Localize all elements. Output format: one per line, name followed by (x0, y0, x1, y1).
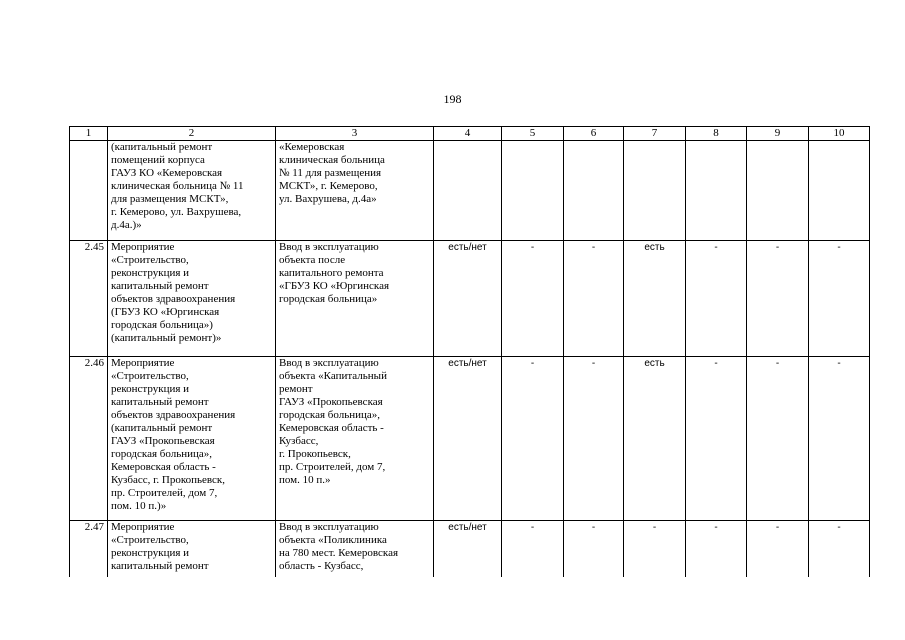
value-cell: - (564, 241, 624, 357)
indicator-cell: Ввод в эксплуатацию объекта после капитального ремонта «ГБУЗ КО «Юргинская городская больница» (276, 241, 434, 357)
indicator-cell: «Кемеровская клиническая больница № 11 для размещения МСКТ», г. Кемерово, ул. Вахрушева, д.4а» (276, 141, 434, 241)
value-cell: - (564, 357, 624, 521)
table-row (70, 521, 870, 577)
row-number: 2.47 (70, 521, 108, 577)
event-cell: Мероприятие «Строительство, реконструкция и капитальный ремонт (108, 521, 276, 577)
unit-cell: есть/нет (434, 241, 502, 357)
value-cell (686, 141, 747, 241)
value-cell (624, 141, 686, 241)
page-number: 198 (443, 92, 462, 106)
value-cell: - (564, 521, 624, 577)
row-number: 2.46 (70, 357, 108, 521)
column-header: 8 (686, 127, 747, 141)
value-cell: - (502, 521, 564, 577)
column-header: 3 (276, 127, 434, 141)
column-header: 5 (502, 127, 564, 141)
value-cell: - (747, 241, 809, 357)
value-cell: есть (624, 357, 686, 521)
value-cell: есть (624, 241, 686, 357)
value-cell: - (502, 357, 564, 521)
indicator-cell: Ввод в эксплуатацию объекта «Поликлиника на 780 мест. Кемеровская область - Кузбасс, (276, 521, 434, 577)
column-header: 2 (108, 127, 276, 141)
column-header: 6 (564, 127, 624, 141)
value-cell: - (747, 521, 809, 577)
value-cell: - (502, 241, 564, 357)
header-row (70, 127, 870, 141)
row-number: 2.45 (70, 241, 108, 357)
program-table (69, 126, 870, 577)
value-cell: - (686, 521, 747, 577)
table-row (70, 241, 870, 357)
value-cell: - (624, 521, 686, 577)
table-row (70, 357, 870, 521)
unit-cell: есть/нет (434, 357, 502, 521)
unit-cell: есть/нет (434, 521, 502, 577)
unit-cell (434, 141, 502, 241)
value-cell: - (747, 357, 809, 521)
value-cell: - (809, 241, 870, 357)
column-header: 9 (747, 127, 809, 141)
column-header: 4 (434, 127, 502, 141)
event-cell: (капитальный ремонт помещений корпуса ГАУЗ КО «Кемеровская клиническая больница № 11 для размещения МСКТ», г. Кемерово, ул. Вахрушева, д.4а.)» (108, 141, 276, 241)
column-header: 7 (624, 127, 686, 141)
value-cell (747, 141, 809, 241)
value-cell: - (686, 357, 747, 521)
indicator-cell: Ввод в эксплуатацию объекта «Капитальный ремонт ГАУЗ «Прокопьевская городская больница», Кемеровская область - Кузбасс, г. Прокопьевск, пр. Строителей, дом 7, пом. 10 п.» (276, 357, 434, 521)
value-cell: - (809, 357, 870, 521)
value-cell: - (809, 521, 870, 577)
value-cell (809, 141, 870, 241)
column-header: 10 (809, 127, 870, 141)
column-header: 1 (70, 127, 108, 141)
value-cell (502, 141, 564, 241)
row-number (70, 141, 108, 241)
table-row (70, 141, 870, 241)
value-cell (564, 141, 624, 241)
value-cell: - (686, 241, 747, 357)
event-cell: Мероприятие «Строительство, реконструкция и капитальный ремонт объектов здравоохранения (капитальный ремонт ГАУЗ «Прокопьевская городская больница», Кемеровская область - Кузбасс, г. Прокопьевск, пр. Строителей, дом 7, пом. 10 п.)» (108, 357, 276, 521)
event-cell: Мероприятие «Строительство, реконструкция и капитальный ремонт объектов здравоохранения (ГБУЗ КО «Юргинская городская больница») (капитальный ремонт)» (108, 241, 276, 357)
